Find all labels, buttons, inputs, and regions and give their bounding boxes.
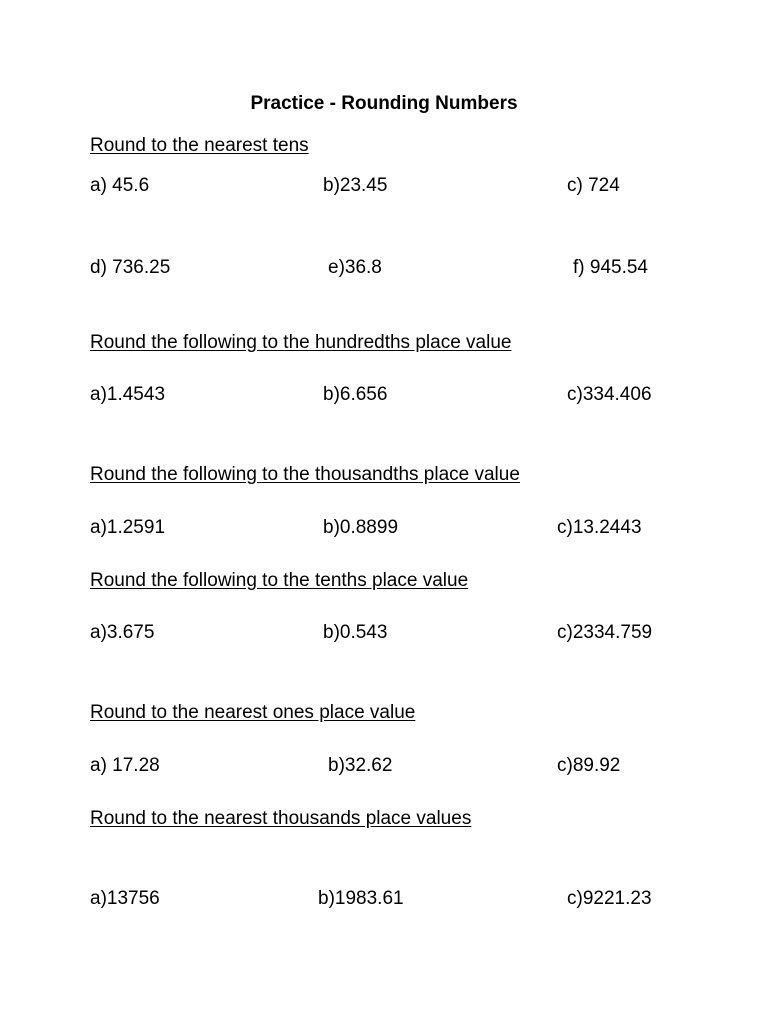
problem-c: c)334.406 [567, 384, 652, 405]
problem-f: f) 945.54 [573, 257, 648, 278]
problem-a: a)3.675 [90, 622, 155, 643]
problem-c: c)9221.23 [567, 888, 652, 909]
problem-c: c)2334.759 [557, 622, 653, 643]
problem-b: b)23.45 [323, 175, 388, 196]
problem-c: c)89.92 [557, 755, 621, 776]
problem-a: a) 17.28 [90, 755, 160, 776]
problem-e: e)36.8 [328, 257, 382, 278]
section-heading-hundredths: Round the following to the hundredths place value [90, 332, 512, 353]
section-heading-thousands: Round to the nearest thousands place values [90, 808, 472, 829]
page-title: Practice - Rounding Numbers [250, 93, 518, 114]
problem-b: b)32.62 [328, 755, 393, 776]
section-heading-thousandths: Round the following to the thousandths place value [90, 464, 520, 485]
problem-c: c)13.2443 [557, 517, 642, 538]
problem-b: b)0.543 [323, 622, 388, 643]
problem-b: b)6.656 [323, 384, 388, 405]
problem-a: a)1.2591 [90, 517, 166, 538]
problem-d: d) 736.25 [90, 257, 171, 278]
section-heading-tenths: Round the following to the tenths place value [90, 570, 469, 591]
problem-a: a)13756 [90, 888, 160, 909]
section-heading-tens: Round to the nearest tens [90, 135, 309, 156]
problem-c: c) 724 [567, 175, 620, 196]
problem-a: a) 45.6 [90, 175, 150, 196]
section-heading-ones: Round to the nearest ones place value [90, 702, 416, 723]
problem-b: b)0.8899 [323, 517, 399, 538]
problem-a: a)1.4543 [90, 384, 166, 405]
problem-b: b)1983.61 [318, 888, 404, 909]
